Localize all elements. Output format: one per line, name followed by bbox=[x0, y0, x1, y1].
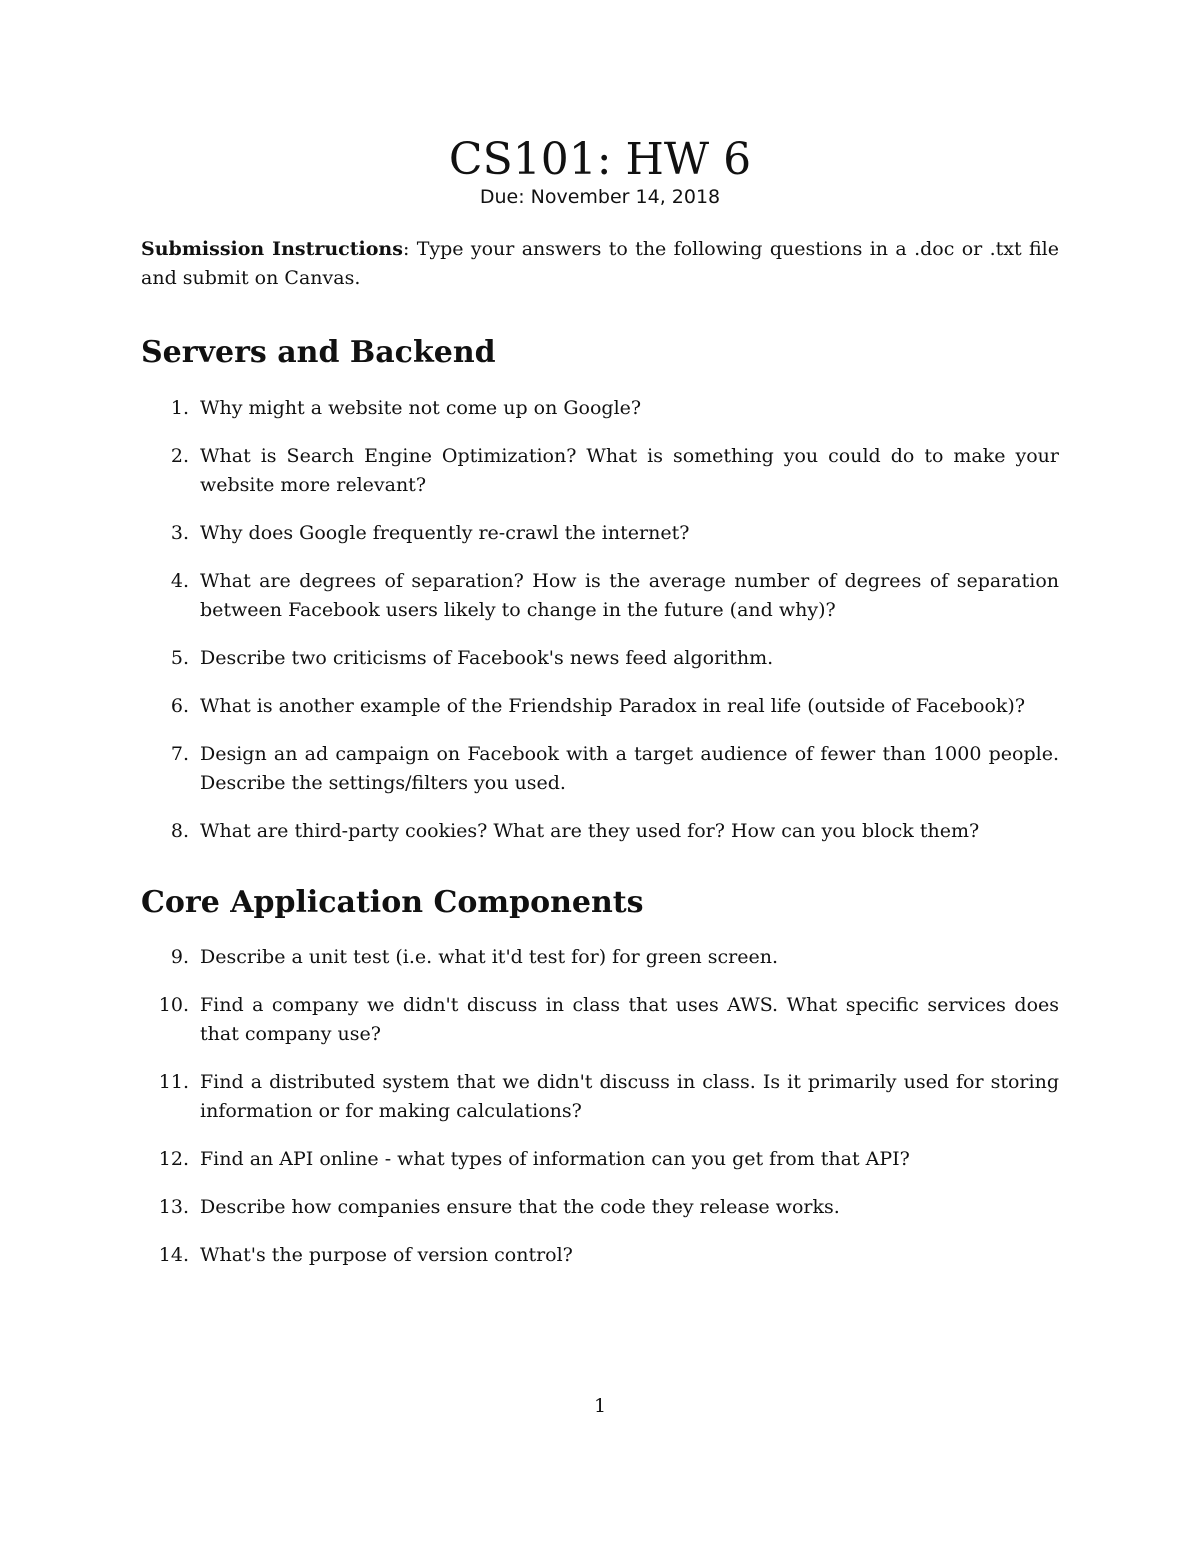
question-text: What are third-party cookies? What are they used for? How can you block them? bbox=[200, 820, 980, 842]
question-number: 11. bbox=[158, 1071, 189, 1093]
question-item bbox=[141, 1193, 1059, 1222]
question-item bbox=[141, 692, 1059, 721]
question-item bbox=[141, 1145, 1059, 1174]
question-number: 13. bbox=[158, 1196, 189, 1218]
instructions-text: : Type your answers to the following questions in a .doc or .txt file and submit on Canvas. bbox=[141, 238, 1059, 289]
question-item bbox=[141, 519, 1059, 548]
page-number: 1 bbox=[593, 1395, 607, 1417]
question-text: Describe how companies ensure that the code they release works. bbox=[200, 1196, 840, 1218]
question-list-servers-backend bbox=[141, 394, 1059, 865]
question-number: 7. bbox=[170, 743, 189, 765]
question-item bbox=[141, 991, 1059, 1049]
question-list-core-application-components bbox=[141, 943, 1059, 1289]
question-text: Why might a website not come up on Google? bbox=[200, 397, 642, 419]
question-number: 4. bbox=[170, 570, 189, 592]
question-item bbox=[141, 442, 1059, 500]
question-number: 6. bbox=[170, 695, 189, 717]
question-text: What is another example of the Friendship Paradox in real life (outside of Facebook)? bbox=[200, 695, 1026, 717]
question-item bbox=[141, 817, 1059, 846]
submission-instructions bbox=[141, 235, 1059, 293]
question-text: Design an ad campaign on Facebook with a target audience of fewer than 1000 people. Describe the settings/filters you used. bbox=[200, 743, 1059, 794]
question-number: 10. bbox=[158, 994, 189, 1016]
question-text: Describe a unit test (i.e. what it'd test for) for green screen. bbox=[200, 946, 779, 968]
question-number: 5. bbox=[170, 647, 189, 669]
question-item bbox=[141, 567, 1059, 625]
question-item bbox=[141, 740, 1059, 798]
page-title: CS101: HW 6 bbox=[448, 134, 752, 185]
question-text: Find an API online - what types of information can you get from that API? bbox=[200, 1148, 910, 1170]
question-text: What's the purpose of version control? bbox=[200, 1244, 573, 1266]
section-heading-core-application-components: Core Application Components bbox=[141, 885, 644, 920]
due-date: Due: November 14, 2018 bbox=[479, 186, 721, 208]
question-number: 1. bbox=[170, 397, 189, 419]
question-item bbox=[141, 1068, 1059, 1126]
question-text: Find a company we didn't discuss in class that uses AWS. What specific services does that company use? bbox=[200, 994, 1059, 1045]
question-text: Why does Google frequently re-crawl the internet? bbox=[200, 522, 690, 544]
question-number: 14. bbox=[158, 1244, 189, 1266]
instructions-label: Submission Instructions bbox=[141, 238, 403, 260]
question-item bbox=[141, 1241, 1059, 1270]
question-text: Find a distributed system that we didn't discuss in class. Is it primarily used for storing information or for making calculations? bbox=[200, 1071, 1059, 1122]
question-text: What is Search Engine Optimization? What is something you could do to make your website more relevant? bbox=[200, 445, 1059, 496]
question-item bbox=[141, 943, 1059, 972]
question-number: 3. bbox=[170, 522, 189, 544]
question-item bbox=[141, 644, 1059, 673]
question-number: 2. bbox=[170, 445, 189, 467]
question-text: What are degrees of separation? How is the average number of degrees of separation between Facebook users likely to change in the future (and why)? bbox=[200, 570, 1059, 621]
section-heading-servers-backend: Servers and Backend bbox=[141, 335, 496, 370]
question-item bbox=[141, 394, 1059, 423]
question-number: 8. bbox=[170, 820, 189, 842]
question-number: 9. bbox=[170, 946, 189, 968]
question-text: Describe two criticisms of Facebook's news feed algorithm. bbox=[200, 647, 774, 669]
question-number: 12. bbox=[158, 1148, 189, 1170]
